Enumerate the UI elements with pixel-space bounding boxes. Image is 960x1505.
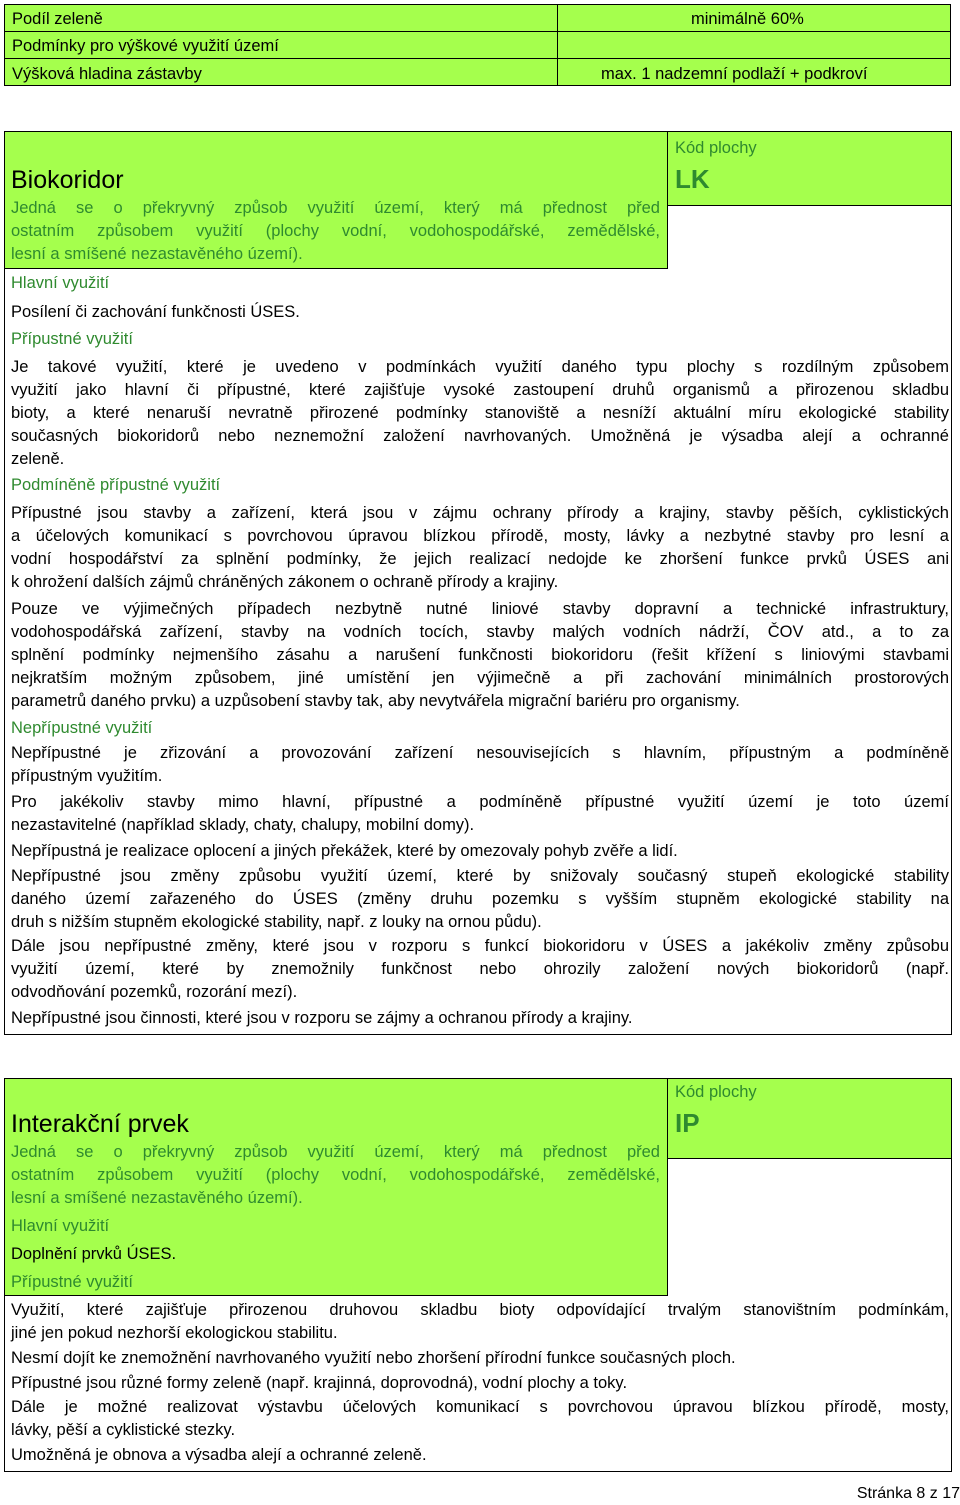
area-code: LK [675, 164, 710, 194]
forbidden-text-2: Pro jakékoliv stavby mimo hlavní, přípustné a podmíněně přípustné využití území je toto území nezastavitelné (například sklady, chaty, chalupy, mobilní domy). [11, 793, 949, 834]
forbidden-text-3: Nepřípustná je realizace oplocení a jiných překážek, které by omezovaly pohyb zvěře a lidí. [11, 842, 678, 860]
table-row [4, 58, 951, 86]
forbidden-text-5: Dále jsou nepřípustné změny, které jsou v rozporu s funkcí biokoridoru v ÚSES a jakékoliv změny způsobu využití území, které by znemožnily funkčnost nebo ohrozily založení nových biokoridorů (např. odvodňování pozemků, rozorání mezí). [11, 937, 949, 1001]
main-use-text: Doplnění prvků ÚSES. [11, 1245, 177, 1263]
row-label: Podmínky pro výškové využití území [12, 37, 279, 55]
code-label: Kód plochy [675, 1083, 757, 1101]
table-row [4, 31, 951, 59]
conditional-text-1: Přípustné jsou stavby a zařízení, která jsou v zájmu ochrany přírody a krajiny, stavby pěších, cyklistických a účelových komunikací s povrchovou úpravou blízkou přírodě, mosty, lávky a nezbytné stavby pro lesní a vodní hospodářství za splnění podmínky, že jejich realizací nedojde ke zhoršení funkce prvků ÚSES ani k ohrožení dalších zájmů chráněných zákonem o ochraně přírody a krajiny. [11, 504, 949, 591]
code-label: Kód plochy [675, 139, 757, 157]
main-use-text: Posílení či zachování funkčnosti ÚSES. [11, 303, 300, 321]
section-description: Jedná se o překryvný způsob využití území, který má přednost před ostatním způsobem využití (plochy vodní, vodohospodářské, zemědělské, lesní a smíšené nezastavěného území). [11, 199, 660, 263]
permitted-heading: Přípustné využití [11, 1273, 133, 1291]
row-label: Výšková hladina zástavby [12, 65, 202, 83]
permitted-text-1: Využití, které zajišťuje přirozenou druhovou skladbu bioty odpovídající trvalým stanovištním podmínkám, jiné jen pokud nezhorší ekologickou stabilitu. [11, 1301, 949, 1342]
section-title: Biokoridor [11, 166, 124, 194]
permitted-heading: Přípustné využití [11, 330, 133, 348]
permitted-text-5: Umožněná je obnova a výsadba alejí a ochranné zeleně. [11, 1446, 427, 1464]
permitted-text: Je takové využití, které je uvedeno v podmínkách využití daného typu plochy s rozdílným způsobem využití jako hlavní či přípustné, které zajišťuje vysoké zastoupení druhů organismů a přirozenou skladbu bioty, a které nenaruší nevratně přirozené podmínky stanoviště a nesníží aktuální míru ekologické stability současných biokoridorů nebo neznemožní založení navrhovaných. Umožněná je výsadba alejí a ochranné zeleně. [11, 358, 949, 468]
row-value: max. 1 nadzemní podlaží + podkroví [557, 59, 950, 85]
forbidden-text-6: Nepřípustné jsou činnosti, které jsou v rozporu se zájmy a ochranou přírody a krajiny. [11, 1009, 633, 1027]
forbidden-text-4: Nepřípustné jsou změny způsobu využití území, které by snižovaly současný stupeň ekologické stability daného území zařazeného do ÚSES (změny druhu pozemku s vyšším stupněm ekologické stability na druh s nižším stupněm ekologické stability, např. z louky na ornou půdu). [11, 867, 949, 931]
table-row [4, 4, 951, 32]
row-value [557, 32, 950, 58]
main-use-heading: Hlavní využití [11, 1217, 110, 1235]
forbidden-text-1: Nepřípustné je zřizování a provozování zařízení nesouvisejících s hlavním, přípustným a podmíněně přípustným využitím. [11, 744, 949, 785]
permitted-text-4: Dále je možné realizovat výstavbu účelových komunikací s povrchovou úpravou blízkou přírodě, mosty, lávky, pěší a cyklistické stezky. [11, 1398, 949, 1439]
page-number: Stránka 8 z 17 [856, 1485, 960, 1502]
main-use-heading: Hlavní využití [11, 274, 110, 292]
section-description: Jedná se o překryvný způsob využití území, který má přednost před ostatním způsobem využití (plochy vodní, vodohospodářské, zemědělské, lesní a smíšené nezastavěného území). [11, 1143, 660, 1207]
section-title: Interakční prvek [11, 1110, 189, 1138]
forbidden-heading: Nepřípustné využití [11, 719, 153, 737]
row-label: Podíl zeleně [12, 10, 103, 28]
conditional-heading: Podmíněně přípustné využití [11, 476, 221, 494]
area-code: IP [675, 1108, 700, 1138]
permitted-text-3: Přípustné jsou různé formy zeleně (např. krajinná, doprovodná), vodní plochy a toky. [11, 1374, 628, 1392]
row-value: minimálně 60% [557, 5, 950, 31]
conditional-text-2: Pouze ve výjimečných případech nezbytně nutné liniové stavby dopravní a technické infrastruktury, vodohospodářská zařízení, stavby na vodních tocích, stavby malých vodních nádrží, ČOV atd., a to za splnění podmínky nejmenšího zásahu a narušení funkčnosti biokoridoru (řešit křížení s liniovými stavbami nejkratším možným způsobem, jiné umístění jen výjimečně a při zachování minimálních prostorových parametrů daného prvku) a uzpůsobení stavby tak, aby nevytvářela migrační bariéru pro organismy. [11, 600, 949, 710]
permitted-text-2: Nesmí dojít ke znemožnění navrhovaného využití nebo zhoršení přírodní funkce současných ploch. [11, 1349, 736, 1367]
